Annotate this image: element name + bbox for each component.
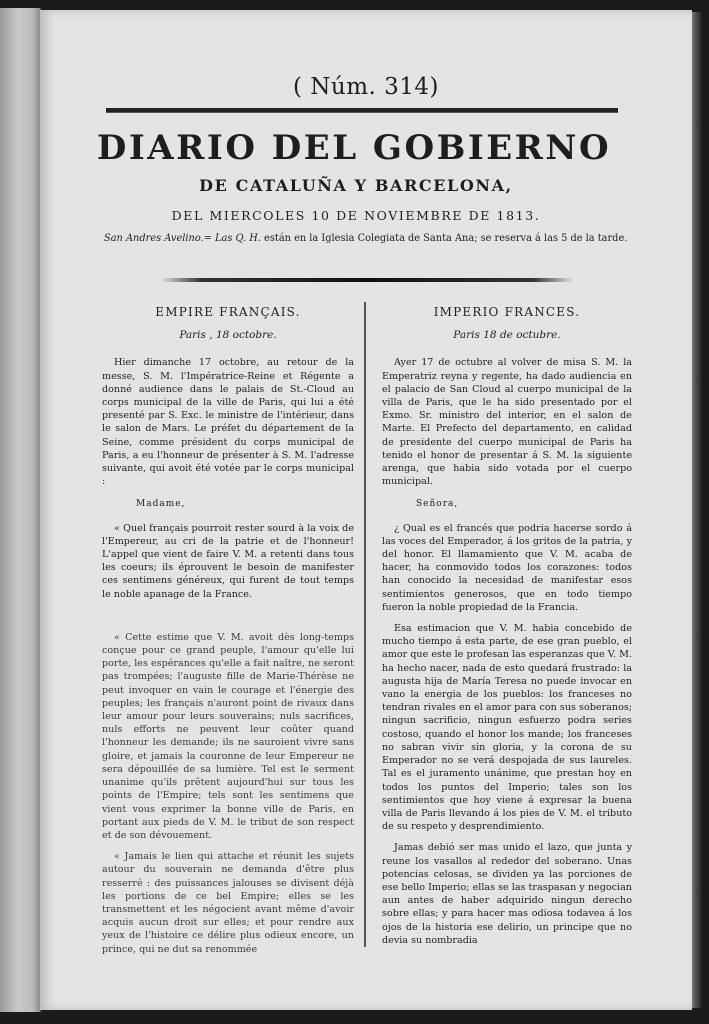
french-paragraph-4: « Jamais le lien qui attache et réunit les sujets autour du souverain ne demanda d'être plus resserré : des puissances jalouses se divisent déjà les portions de ce bel Empire; elles se les transmettent et les négocient avant même d'avoir acquis aucun droit sur elles; et pour rendre aux yeux de l'histoire ce délire plus odieux encore, un prince, qui ne dut sa renommée <box>102 851 354 955</box>
spanish-dateline: Paris 18 de octubre. <box>453 329 561 342</box>
spanish-paragraph-4: Jamas debió ser mas unido el lazo, que junta y reune los vasallos al rededor del soberano. Unas potencias celosas, se dividen ya las porciones de ese bello Imperio; ellas se las traspasan y negocian aun antes de haber adquirido ningun derecho sobre ellas; y para hacer mas odiosa todavea á los ojos de la historia ese delirio, un principe que no devia su nombradia <box>382 842 632 946</box>
ornamental-rule <box>160 278 574 282</box>
saint-notice-text: están en la Iglesia Colegiata de Santa Ana; se reserva á las 5 de la tarde. <box>260 233 628 244</box>
saint-notice-italic: San Andres Avelino.= Las Q. H. <box>104 233 261 244</box>
french-dateline: Paris , 18 octobre. <box>179 329 277 342</box>
issue-date: DEL MIERCOLES 10 DE NOVIEMBRE DE 1813. <box>171 208 541 223</box>
page-edge-shadow <box>692 12 701 1008</box>
french-column <box>102 302 354 964</box>
saint-notice <box>104 232 628 245</box>
french-paragraph-1: Hier dimanche 17 octobre, au retour de la messe, S. M. l'Impératrice-Reine et Régente a donné audience dans le palais de St.-Cloud au corps municipal de la ville de Paris, qui lui a été presenté par S. Exc. le ministre de l'intérieur, dans le salon de Mars. Le préfet du département de la Seine, comme président du corps municipal de Paris, a eu l'honneur de présenter à S. M. l'adresse suivante, qui avoit été votée par le corps municipal : <box>102 357 354 488</box>
spanish-paragraph-1: Ayer 17 de octubre al volver de misa S. M. la Emperatriz reyna y regente, ha dado audiencia en el palacio de San Cloud al cuerpo municipal de la villa de Paris, que le ha sido presentado por el Exmo. Sr. ministro del interior, en el salon de Marte. El Prefecto del departamento, en calidad de presidente del cuerpo municipal de Paris ha tenido el honor de presentar á S. M. la siguiente arenga, que habia sido votada por el cuerpo municipal. <box>382 357 632 488</box>
header-rule <box>106 108 618 113</box>
french-salutation: Madame, <box>136 499 186 510</box>
spanish-paragraph-2: ¿ Qual es el francés que podria hacerse sordo á las voces del Emperador, á los gritos de la patria, y del honor. El llamamiento que V. M. acaba de hacer, ha conmovido todos los corazones: todos han conocido la necesidad de manifestar esos sentimientos generosos, que en todo tiempo fueron la noble propiedad de la Francia. <box>382 522 632 613</box>
newspaper-page <box>40 10 692 1010</box>
french-heading: EMPIRE FRANÇAIS. <box>155 305 301 319</box>
french-paragraph-2: « Quel français pourroit rester sourd à la voix de l'Empereur, au cri de la patrie et de l'honneur! L'appel que vient de faire V. M. a retenti dans tous les coeurs; ils éprouvent le besoin de manifester ces sentimens généreux, qui furent de tout temps le noble apanage de la France. <box>102 522 354 600</box>
spanish-salutation: Señora, <box>416 499 459 510</box>
newspaper-subtitle: DE CATALUÑA Y BARCELONA, <box>199 176 513 195</box>
column-divider <box>364 302 366 947</box>
spanish-heading: IMPERIO FRANCES. <box>433 305 581 319</box>
newspaper-title: DIARIO DEL GOBIERNO <box>96 128 612 168</box>
french-paragraph-3: « Cette estime que V. M. avoit dès long-temps conçue pour ce grand peuple, l'amour qu'elle lui porte, les espérances qu'elle a fait naître, ne seront pas trompées; l'auguste fille de Marie-Thérèse ne peut invoquer en vain le courage et l'énergie des peuples; les français n'auront point de rivaux dans leur amour pour leurs souverains; nuls sacrifices, nuls efforts ne peuvent leur coûter quand l'honneur les demande; ils ne sauroient vivre sans gloire, et jamais la couronne de leur Empereur ne sera dépouillée de sa lumière. Tel est le serment unanime qu'ils prêtent aujourd'hui sur tous les points de l'Empire; tels sont les sentimens que vient vous exprimer la bonne ville de Paris, en portant aux pieds de V. M. le tribut de son respect et de son dévouement. <box>102 631 354 841</box>
spanish-paragraph-3: Esa estimacion que V. M. habia concebido de mucho tiempo á esta parte, de ese gran pueblo, el amor que este le profesan las esperanzas que V. M. ha hecho nacer, nada de esto quedará frustrado: la augusta hija de María Teresa no puede invocar en vano la energia de los pueblos: los franceses no tendran rivales en el amor para con sus soberanos; ningun sacrificio, ningun esfuerzo podra series costoso, quando el honor los mande; los franceses no sabran vivir sin gloria, y la corona de su Emperador no se verá despojada de sus laureles. Tal es el juramento unánime, que prestan hoy en todos los puntos del Imperio; tales son los sentimientos que hoy viene á expresar la buena villa de Paris llevando á los pies de V. M. el tributo de su respeto y desprendimiento. <box>382 623 632 833</box>
spanish-column <box>382 302 632 955</box>
issue-number: ( Núm. 314) <box>292 74 440 100</box>
